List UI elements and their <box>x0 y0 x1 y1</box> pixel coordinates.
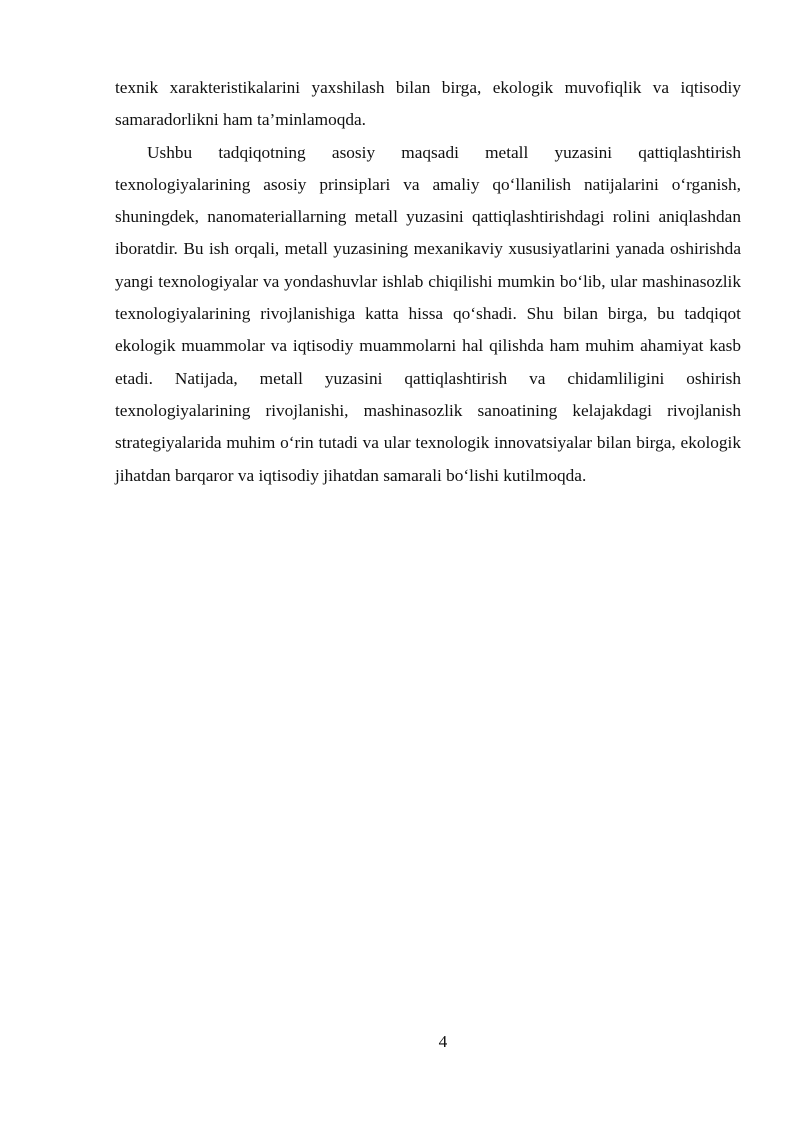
paragraph-research-aim: Ushbu tadqiqotning asosiy maqsadi metall yuzasini qattiqlashtirish texnologiyalarining asosiy prinsiplari va amaliy qo‘llanilish natijalarini o‘rganish, shuningdek, nanomateriallarning metall yuzasini qattiqlashtirishdagi rolini aniqlashdan iboratdir. Bu ish orqali, metall yuzasining mexanikaviy xususiyatlarini yanada oshirishda yangi texnologiyalar va yondashuvlar ishlab chiqilishi mumkin bo‘lib, ular mashinasozlik texnologiyalarining rivojlanishiga katta hissa qo‘shadi. Shu bilan birga, bu tadqiqot ekologik muammolar va iqtisodiy muammolarni hal qilishda ham muhim ahamiyat kasb etadi. Natijada, metall yuzasini qattiqlashtirish va chidamliligini oshirish texnologiyalarining rivojlanishi, mashinasozlik sanoatining kelajakdagi rivojlanish strategiyalarida muhim o‘rin tutadi va ular texnologik innovatsiyalar bilan birga, ekologik jihatdan barqaror va iqtisodiy jihatdan samarali bo‘lishi kutilmoqda. <box>115 142 741 485</box>
body-text <box>115 72 741 492</box>
paragraph-continuation: texnik xarakteristikalarini yaxshilash bilan birga, ekologik muvofiqlik va iqtisodiy samaradorlikni ham ta’minlamoqda. <box>115 78 741 130</box>
page-number: 4 <box>438 1032 448 1051</box>
